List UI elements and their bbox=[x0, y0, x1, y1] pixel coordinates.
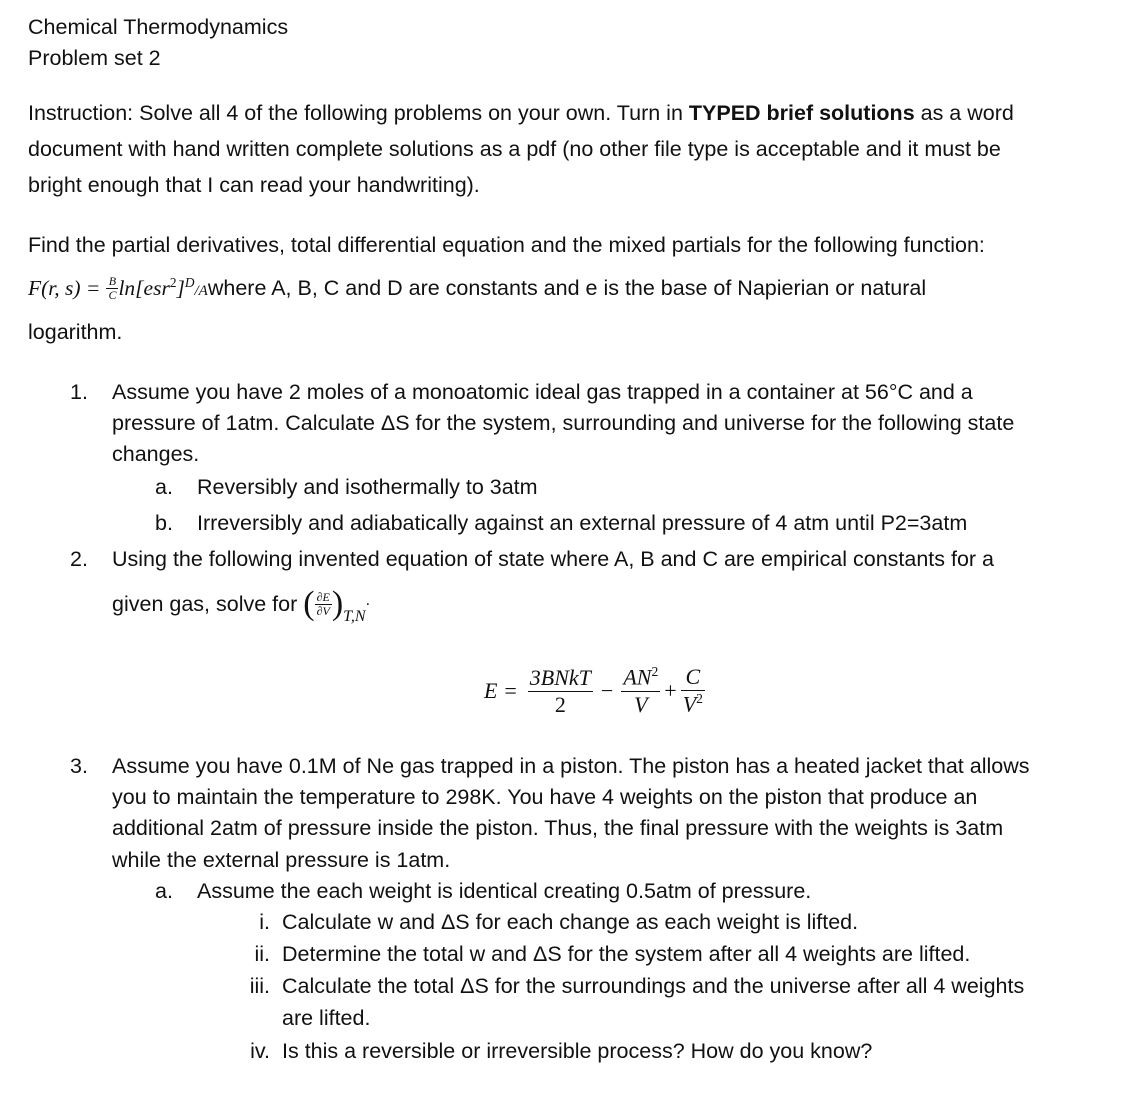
function-ln: $\ln[esr^2]^D/A$ bbox=[118, 274, 208, 301]
instruction-line-1 bbox=[28, 101, 1014, 126]
right-paren: ) bbox=[331, 585, 344, 622]
problem-3a-iii-text-2: are lifted. bbox=[282, 1006, 371, 1030]
equation-term-1: $\frac{\text{3BNkT}}{2}$ bbox=[529, 664, 591, 717]
problem-1-line-1: Assume you have 2 moles of a monoatomic ideal gas trapped in a container at 56°C and a bbox=[112, 380, 973, 404]
problem-2-line-2: given gas, solve for ( $\frac{\partial E}{\partial V}$ ) T,N . bbox=[112, 585, 371, 625]
problem-1a-text: Reversibly and isothermally to 3atm bbox=[197, 475, 538, 499]
problem-1a-label: a. bbox=[155, 475, 173, 499]
equation-of-state bbox=[484, 656, 705, 726]
function-description: where A, B, C and D are constants and e is the base of Napierian or natural bbox=[207, 275, 927, 300]
problem-3-line-1: Assume you have 0.1M of Ne gas trapped in a piston. The piston has a heated jacket that allows bbox=[112, 754, 1030, 778]
problem-3a-i-text: Calculate w and ΔS for each change as each weight is lifted. bbox=[282, 910, 859, 934]
problem-3a-iii-label: iii. bbox=[249, 974, 270, 998]
instruction-line-3: bright enough that I can read your handwriting). bbox=[28, 173, 480, 197]
equation-term-2: $\frac{AN^2}{V}$ bbox=[623, 664, 659, 717]
problem-2-number: 2. bbox=[70, 547, 88, 571]
problem-2-solve-for: given gas, solve for bbox=[112, 591, 298, 616]
problem-3a-ii-label: ii. bbox=[254, 942, 270, 966]
partial-derivative: $\frac{\partial E}{\partial V}$ bbox=[316, 589, 330, 618]
instruction-line-2: document with hand written complete solutions as a pdf (no other file type is acceptable and it must be bbox=[28, 137, 1001, 161]
problem-1b-text: Irreversibly and adiabatically against an external pressure of 4 atm until P2=3atm bbox=[197, 511, 968, 535]
equation-term-3: $\frac{C}{V^2}$ bbox=[682, 664, 703, 717]
instruction-text-end: as a word bbox=[914, 101, 1014, 125]
problem-1-line-3: changes. bbox=[112, 442, 200, 466]
problem-2-line-1: Using the following invented equation of state where A, B and C are empirical constants for a bbox=[112, 547, 995, 571]
function-definition bbox=[28, 268, 926, 308]
equation-plus: + bbox=[664, 678, 677, 703]
problem-3a-iv-text: Is this a reversible or irreversible process? How do you know? bbox=[282, 1039, 873, 1063]
problem-3-number: 3. bbox=[70, 754, 88, 778]
problem-3-line-4: while the external pressure is 1atm. bbox=[112, 848, 451, 872]
problem-3-line-3: additional 2atm of pressure inside the piston. Thus, the final pressure with the weights is 3atm bbox=[112, 816, 1004, 840]
document-subtitle: Problem set 2 bbox=[28, 46, 161, 70]
problem-3-line-2: you to maintain the temperature to 298K. You have 4 weights on the piston that produce an bbox=[112, 785, 978, 809]
instruction-text: Instruction: Solve all 4 of the following problems on your own. Turn in bbox=[28, 101, 689, 125]
derivative-subscript: T,N bbox=[343, 608, 366, 625]
problem-3a-iv-label: iv. bbox=[250, 1039, 270, 1063]
function-lhs: F(r, s) = bbox=[28, 275, 101, 300]
problem-3a-text: Assume the each weight is identical creating 0.5atm of pressure. bbox=[197, 879, 812, 903]
problem-1-number: 1. bbox=[70, 380, 88, 404]
left-paren: ( bbox=[303, 585, 315, 622]
function-fraction: $\frac{B}{C}$ bbox=[108, 273, 117, 302]
problem-3a-iii-text-1: Calculate the total ΔS for the surroundings and the universe after all 4 weights bbox=[282, 974, 1025, 998]
problem-3a-ii-text: Determine the total w and ΔS for the system after all 4 weights are lifted. bbox=[282, 942, 971, 966]
problem-1b-label: b. bbox=[155, 511, 173, 535]
intro-line-3: logarithm. bbox=[28, 320, 123, 344]
instruction-bold-text: TYPED brief solutions bbox=[688, 101, 915, 125]
equation-minus: − bbox=[600, 678, 614, 703]
problem-3a-i-label: i. bbox=[259, 910, 270, 934]
intro-line-1: Find the partial derivatives, total differential equation and the mixed partials for the following function: bbox=[28, 233, 985, 257]
equation-lhs: E = bbox=[484, 678, 518, 703]
problem-1-line-2: pressure of 1atm. Calculate ΔS for the system, surrounding and universe for the following state bbox=[112, 411, 1015, 435]
problem-3a-label: a. bbox=[155, 879, 173, 903]
document-title: Chemical Thermodynamics bbox=[28, 15, 289, 39]
